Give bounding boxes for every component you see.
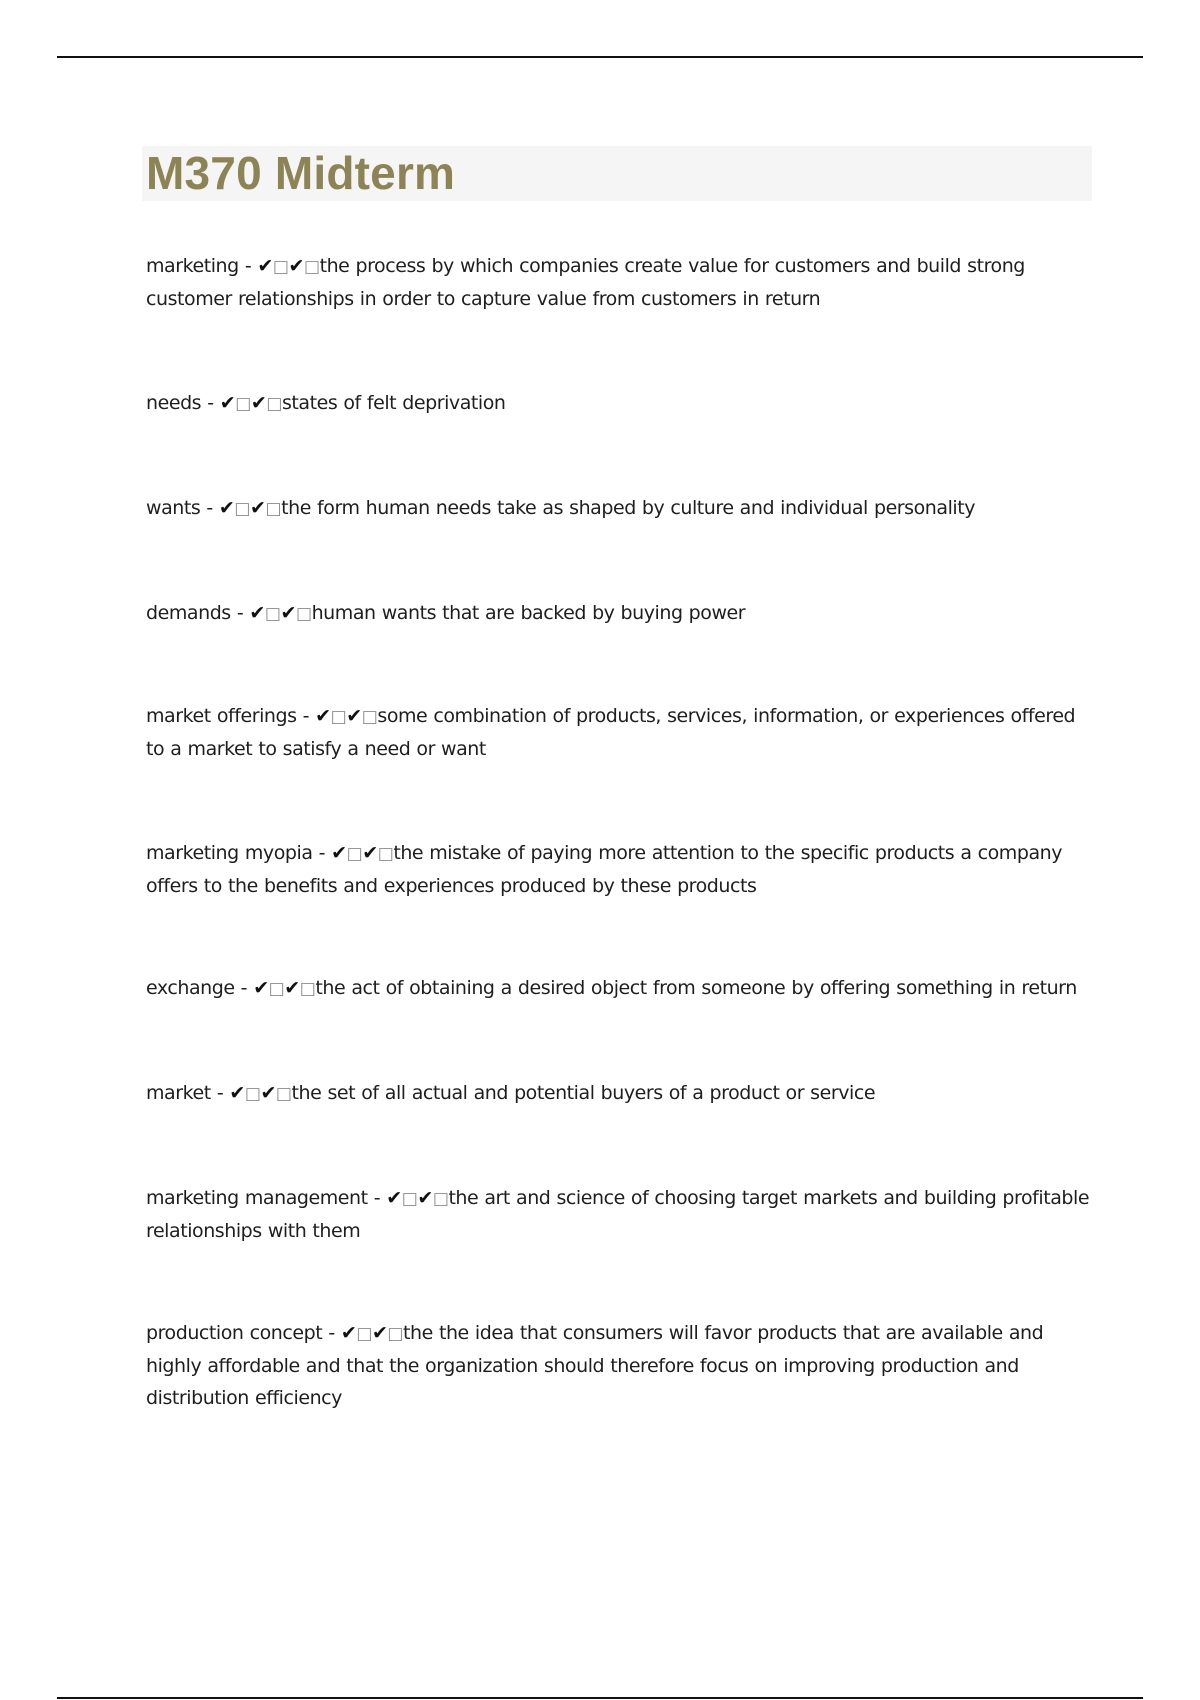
list-item bbox=[146, 250, 1096, 315]
separator: - bbox=[234, 977, 254, 999]
answer-marker bbox=[341, 1322, 403, 1344]
definition: the act of obtaining a desired object from someone by offering something in return bbox=[315, 977, 1077, 999]
answer-marker bbox=[219, 497, 281, 519]
list-item bbox=[146, 972, 1096, 1005]
separator: - bbox=[322, 1322, 341, 1344]
separator: - bbox=[230, 602, 250, 624]
answer-marker bbox=[257, 255, 319, 277]
box-icon: □ bbox=[235, 394, 251, 414]
separator: - bbox=[312, 842, 332, 864]
check-icon: ✔ bbox=[371, 1322, 388, 1344]
check-icon: ✔ bbox=[280, 602, 296, 624]
box-icon: □ bbox=[265, 499, 282, 519]
check-icon: ✔ bbox=[253, 977, 269, 999]
check-icon: ✔ bbox=[218, 497, 235, 519]
box-icon: □ bbox=[268, 979, 285, 999]
separator: - bbox=[200, 497, 219, 519]
list-item bbox=[146, 837, 1096, 902]
check-icon: ✔ bbox=[284, 977, 300, 999]
term: production concept bbox=[146, 1322, 323, 1344]
list-item bbox=[146, 1077, 1096, 1110]
term: wants bbox=[146, 497, 201, 519]
term: market offerings bbox=[146, 705, 297, 727]
check-icon: ✔ bbox=[229, 1082, 245, 1104]
box-icon: □ bbox=[387, 1324, 404, 1344]
separator: - bbox=[296, 705, 316, 727]
answer-marker bbox=[253, 977, 315, 999]
top-rule bbox=[57, 56, 1143, 58]
definition: the mistake of paying more attention to the specific products a company offers to the benefits and experiences produced by these products bbox=[146, 842, 1063, 897]
box-icon: □ bbox=[295, 604, 312, 624]
document-title: M370 Midterm bbox=[146, 147, 456, 199]
box-icon: □ bbox=[234, 499, 251, 519]
check-icon: ✔ bbox=[257, 255, 273, 277]
box-icon: □ bbox=[264, 604, 281, 624]
check-icon: ✔ bbox=[417, 1187, 433, 1209]
term: marketing myopia bbox=[146, 842, 313, 864]
check-icon: ✔ bbox=[340, 1322, 357, 1344]
box-icon: □ bbox=[356, 1324, 372, 1344]
box-icon: □ bbox=[266, 394, 282, 414]
answer-marker bbox=[220, 392, 282, 414]
answer-marker bbox=[315, 705, 377, 727]
term: marketing bbox=[146, 255, 239, 277]
separator: - bbox=[238, 255, 258, 277]
list-item bbox=[146, 492, 1096, 525]
check-icon: ✔ bbox=[288, 255, 304, 277]
box-icon: □ bbox=[346, 844, 363, 864]
box-icon: □ bbox=[303, 257, 320, 277]
check-icon: ✔ bbox=[260, 1082, 276, 1104]
box-icon: □ bbox=[401, 1189, 418, 1209]
separator: - bbox=[210, 1082, 230, 1104]
box-icon: □ bbox=[377, 844, 394, 864]
check-icon: ✔ bbox=[250, 497, 266, 519]
list-item bbox=[146, 387, 1096, 420]
check-icon: ✔ bbox=[331, 842, 347, 864]
answer-marker bbox=[386, 1187, 448, 1209]
check-icon: ✔ bbox=[315, 705, 331, 727]
definition: some combination of products, services, information, or experiences offered to a market to satisfy a need or want bbox=[146, 705, 1076, 760]
answer-marker bbox=[249, 602, 311, 624]
answer-marker bbox=[229, 1082, 291, 1104]
definition: the the idea that consumers will favor products that are available and highly affordable and that the organization should therefore focus on improving production and distribution efficiency bbox=[146, 1322, 1044, 1409]
bottom-rule bbox=[57, 1697, 1143, 1699]
definition: the form human needs take as shaped by culture and individual personality bbox=[281, 497, 976, 519]
check-icon: ✔ bbox=[386, 1187, 402, 1209]
check-icon: ✔ bbox=[249, 602, 265, 624]
separator: - bbox=[201, 392, 220, 414]
definition: the art and science of choosing target markets and building profitable relationships with them bbox=[146, 1187, 1090, 1242]
box-icon: □ bbox=[272, 257, 289, 277]
list-item bbox=[146, 1317, 1096, 1414]
definition: the set of all actual and potential buyers of a product or service bbox=[291, 1082, 876, 1104]
separator: - bbox=[367, 1187, 387, 1209]
box-icon: □ bbox=[299, 979, 316, 999]
list-item bbox=[146, 597, 1096, 630]
box-icon: □ bbox=[330, 707, 347, 727]
check-icon: ✔ bbox=[362, 842, 378, 864]
box-icon: □ bbox=[244, 1084, 261, 1104]
term: demands bbox=[146, 602, 231, 624]
definition: the process by which companies create value for customers and build strong customer relationships in order to capture value from customers in return bbox=[146, 255, 1025, 310]
box-icon: □ bbox=[432, 1189, 449, 1209]
answer-marker bbox=[331, 842, 393, 864]
box-icon: □ bbox=[275, 1084, 292, 1104]
list-item bbox=[146, 700, 1096, 765]
check-icon: ✔ bbox=[250, 392, 267, 414]
list-item bbox=[146, 1182, 1096, 1247]
check-icon: ✔ bbox=[346, 705, 362, 727]
term: marketing management bbox=[146, 1187, 368, 1209]
definition: human wants that are backed by buying power bbox=[311, 602, 746, 624]
check-icon: ✔ bbox=[219, 392, 236, 414]
definition: states of felt deprivation bbox=[281, 392, 506, 414]
term: needs bbox=[146, 392, 202, 414]
box-icon: □ bbox=[361, 707, 378, 727]
term: exchange bbox=[146, 977, 235, 999]
term: market bbox=[146, 1082, 211, 1104]
